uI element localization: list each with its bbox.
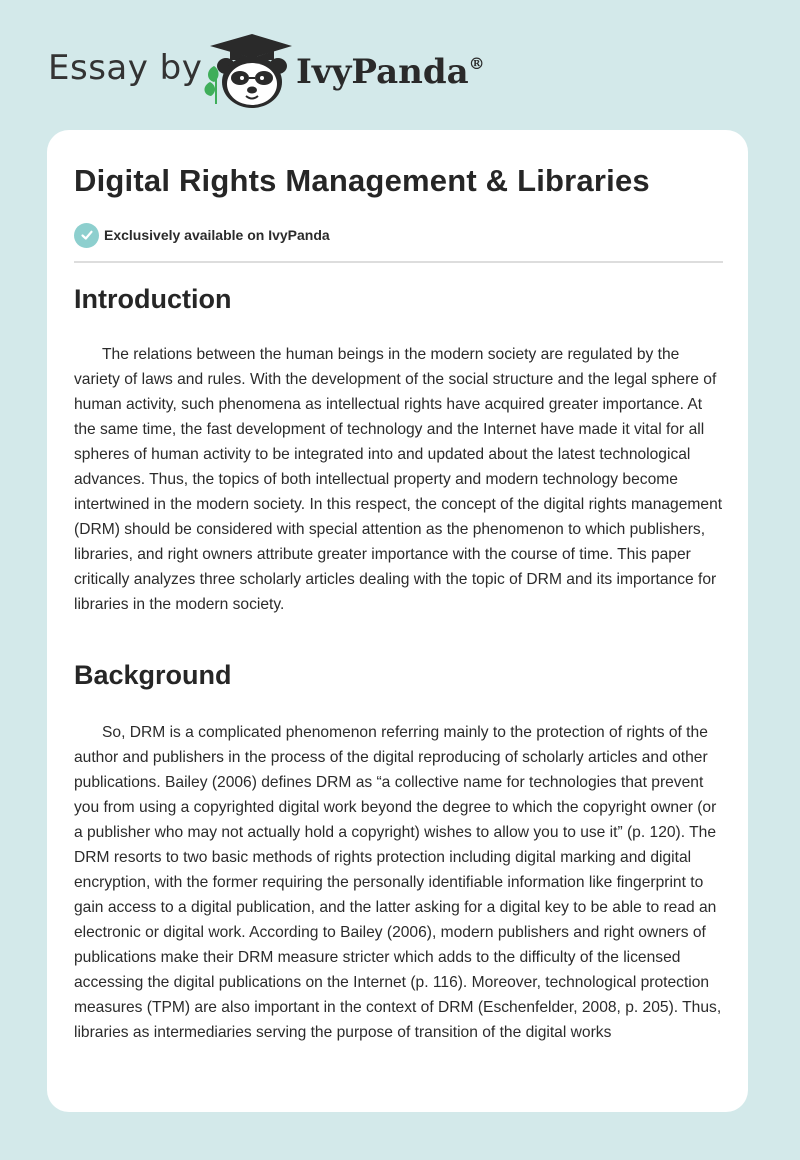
registered-mark: ® [468, 54, 485, 73]
section-text-introduction: The relations between the human beings in the modern society are regulated by the variety of laws and rules. With the development of the social structure and the legal sphere of human activity, such phenomena as intellectual rights have acquired greater importance. At the same time, the fast development of technology and the Internet have made it vital for all spheres of human activity to be integrated into and updated about the latest technological advances. Thus, the topics of both intellectual property and modern technology become intertwined in the modern society. In this respect, the concept of the digital rights management (DRM) should be considered with special attention as the phenomenon to which publishers, libraries, and right owners attribute greater importance with the course of time. This paper critically analyzes three scholarly articles dealing with the topic of DRM and its importance for libraries in the modern society. [74, 346, 723, 613]
divider [74, 261, 723, 263]
essay-by-label: Essay by [48, 48, 203, 88]
check-icon [74, 223, 99, 248]
article-card [47, 130, 748, 1112]
brand-text: IvyPanda [296, 52, 469, 92]
section-heading-introduction: Introduction [74, 284, 232, 314]
section-heading-background: Background [74, 660, 232, 690]
ivypanda-logo[interactable] [200, 32, 295, 112]
brand-name[interactable] [296, 52, 485, 92]
section-text-background: So, DRM is a complicated phenomenon referring mainly to the protection of rights of the author and publishers in the process of the digital reproducing of scholarly articles and other publications. Bailey (2006) defines DRM as “a collective name for technologies that prevent you from using a copyrighted digital work beyond the degree to which the copyright owner (or a publisher who may not actually hold a copyright) wishes to allow you to use it” (p. 120). The DRM resorts to two basic methods of rights protection including digital marking and digital encryption, with the former requiring the personally identifiable information like fingerprint to gain access to a digital publication, and the latter asking for a digital key to be able to read an electronic or digital work. According to Bailey (2006), modern publishers and right owners of publications make their DRM measure stricter which adds to the difficulty of the licensed accessing the digital publications on the Internet (p. 116). Moreover, technological protection measures (TPM) are also important in the context of DRM (Eschenfelder, 2008, p. 205). Thus, libraries as intermediaries serving the purpose of transition of the digital works [74, 724, 722, 1041]
panda-logo-icon [200, 32, 295, 112]
exclusive-text: Exclusively available on IvyPanda [104, 227, 330, 243]
exclusive-badge [74, 222, 330, 248]
article-title: Digital Rights Management & Libraries [74, 163, 650, 198]
site-header [0, 0, 800, 130]
